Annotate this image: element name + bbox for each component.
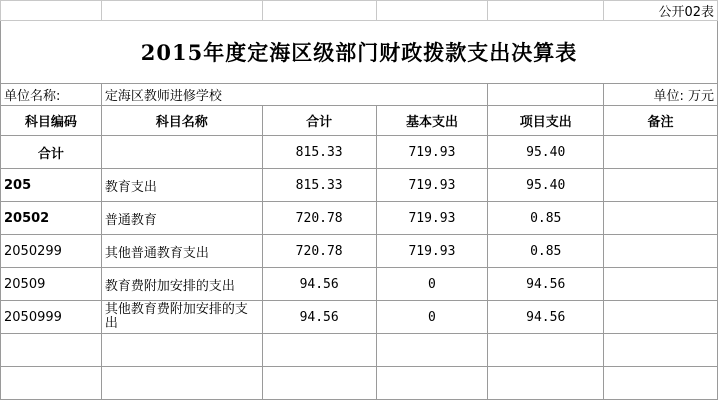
row-basic: 719.93 — [376, 235, 488, 268]
row-name: 教育费附加安排的支出 — [101, 268, 262, 301]
header-code: 科目编码 — [1, 106, 102, 136]
row-code: 2050299 — [1, 235, 102, 268]
row-code: 2050999 — [1, 301, 102, 334]
form-code: 公开02表 — [604, 1, 718, 21]
table-row — [1, 268, 718, 301]
currency-unit: 单位: 万元 — [604, 84, 718, 106]
row-basic: 0 — [376, 268, 488, 301]
row-basic: 0 — [376, 301, 488, 334]
row-code: 205 — [1, 169, 102, 202]
unit-label: 单位名称: — [1, 84, 102, 106]
table-row — [1, 169, 718, 202]
row-name — [101, 136, 262, 169]
row-name: 普通教育 — [101, 202, 262, 235]
row-note — [604, 136, 718, 169]
header-project: 项目支出 — [488, 106, 604, 136]
row-project: 95.40 — [488, 169, 604, 202]
table-row — [1, 202, 718, 235]
header-name: 科目名称 — [101, 106, 262, 136]
table-row — [1, 136, 718, 169]
row-code: 20502 — [1, 202, 102, 235]
table-row — [1, 235, 718, 268]
row-name: 其他教育费附加安排的支出 — [101, 301, 262, 334]
row-name: 教育支出 — [101, 169, 262, 202]
unit-name: 定海区教师进修学校 — [101, 84, 487, 106]
row-basic: 719.93 — [376, 202, 488, 235]
header-total: 合计 — [262, 106, 376, 136]
top-row — [1, 1, 718, 21]
row-total: 94.56 — [262, 301, 376, 334]
row-note — [604, 169, 718, 202]
row-project: 0.85 — [488, 235, 604, 268]
row-project: 94.56 — [488, 301, 604, 334]
row-basic: 719.93 — [376, 136, 488, 169]
header-basic: 基本支出 — [376, 106, 488, 136]
table-row — [1, 301, 718, 334]
row-basic: 719.93 — [376, 169, 488, 202]
title-row — [1, 21, 718, 84]
row-note — [604, 301, 718, 334]
row-total: 720.78 — [262, 202, 376, 235]
row-name: 其他普通教育支出 — [101, 235, 262, 268]
row-total: 815.33 — [262, 136, 376, 169]
row-code: 20509 — [1, 268, 102, 301]
row-note — [604, 235, 718, 268]
row-project: 94.56 — [488, 268, 604, 301]
row-code: 合计 — [1, 136, 102, 169]
header-note: 备注 — [604, 106, 718, 136]
unit-row — [1, 84, 718, 106]
row-total: 720.78 — [262, 235, 376, 268]
row-note — [604, 268, 718, 301]
empty-row — [1, 334, 718, 367]
empty-row — [1, 367, 718, 400]
page-title: 2015年度定海区级部门财政拨款支出决算表 — [1, 21, 718, 84]
row-note — [604, 202, 718, 235]
row-project: 95.40 — [488, 136, 604, 169]
row-total: 94.56 — [262, 268, 376, 301]
row-project: 0.85 — [488, 202, 604, 235]
row-total: 815.33 — [262, 169, 376, 202]
header-row — [1, 106, 718, 136]
